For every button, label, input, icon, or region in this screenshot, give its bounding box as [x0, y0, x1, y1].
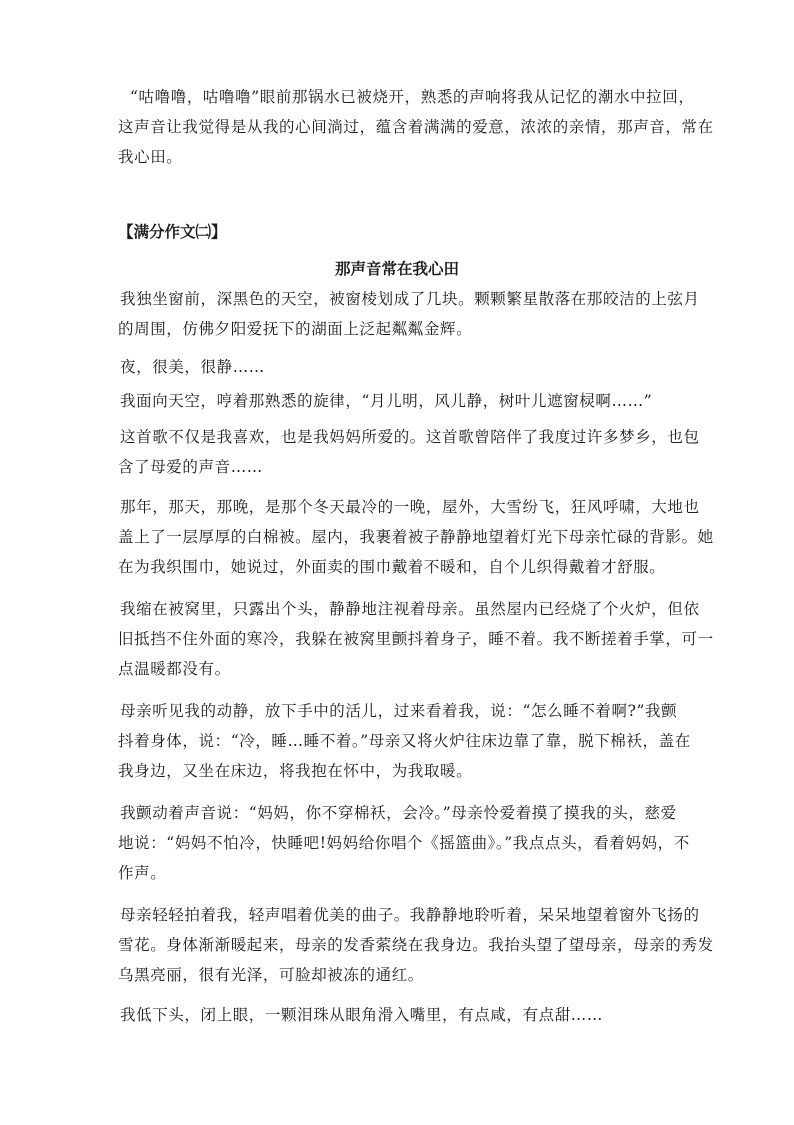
paragraph-line: 那年，那天，那晚，是那个冬天最冷的一晚，屋外，大雪纷飞，狂风呼啸，大地也 [120, 498, 700, 516]
paragraph-7 [118, 696, 698, 786]
paragraph-line: 点温暖都没有。 [118, 660, 231, 678]
paragraph-line: 我缩在被窝里，只露出个头，静静地注视着母亲。虽然屋内已经烧了个火炉，但依 [120, 600, 700, 618]
paragraph-line: 作声。 [118, 864, 167, 882]
paragraph-line: 的周围，仿佛夕阳爱抚下的湖面上泛起粼粼金辉。 [118, 320, 473, 338]
intro-line-2: 这声音让我觉得是从我的心间淌过，蕴含着满满的爱意，浓浓的亲情，那声音，常在 [118, 118, 714, 136]
paragraph-line: 母亲轻轻拍着我，轻声唱着优美的曲子。我静静地聆听着，呆呆地望着窗外飞扬的 [120, 906, 700, 924]
paragraph-line: 我面向天空，哼着那熟悉的旋律，“月儿明，风儿静，树叶儿遮窗棂啊……” [120, 392, 653, 410]
paragraph-line: 我身边，又坐在床边，将我抱在怀中，为我取暖。 [118, 762, 473, 780]
paragraph-8 [118, 798, 698, 888]
paragraph-line: 母亲听见我的动静，放下手中的活儿，过来看着我，说：“怎么睡不着啊?”我颤 [120, 702, 678, 720]
paragraph-9 [118, 900, 714, 990]
paragraph-line: 雪花。身体渐渐暖起来，母亲的发香萦绕在我身边。我抬头望了望母亲，母亲的秀发 [118, 936, 714, 954]
paragraph-line: 抖着身体，说：“冷，睡…睡不着。”母亲又将火炉往床边靠了靠，脱下棉袄，盖在 [118, 732, 691, 750]
paragraph-line: 旧抵挡不住外面的寒冷，我躲在被窝里颤抖着身子，睡不着。我不断搓着手掌，可一 [118, 630, 714, 648]
paragraph-3 [118, 386, 698, 416]
paragraph-10 [118, 1000, 698, 1030]
section-label: 【满分作文㈡】 [118, 223, 227, 241]
paragraph-line: 夜，很美，很静…… [120, 358, 265, 376]
paragraph-line: 我独坐窗前，深黑色的天空，被窗棱划成了几块。颗颗繁星散落在那皎洁的上弦月 [120, 290, 700, 308]
paragraph-2 [118, 352, 698, 382]
essay-title: 那声音常在我心田 [334, 260, 459, 278]
paragraph-line: 地说：“妈妈不怕冷，快睡吧!妈妈给你唱个《摇篮曲》。”我点点头，看着妈妈，不 [118, 834, 690, 852]
paragraph-line: 盖上了一层厚厚的白棉被。屋内，我裹着被子静静地望着灯光下母亲忙碌的背影。她 [118, 528, 714, 546]
intro-line-1: “咕噜噜，咕噜噜”眼前那锅水已被烧开，熟悉的声响将我从记忆的潮水中拉回， [130, 88, 695, 106]
paragraph-line: 我低下头，闭上眼，一颗泪珠从眼角滑入嘴里，有点咸，有点甜…… [120, 1006, 604, 1024]
paragraph-1 [118, 284, 698, 344]
paragraph-line: 含了母爱的声音…… [118, 458, 263, 476]
paragraph-line: 这首歌不仅是我喜欢，也是我妈妈所爱的。这首歌曾陪伴了我度过许多梦乡，也包 [120, 428, 700, 446]
paragraph-4 [118, 422, 698, 482]
paragraph-5 [118, 492, 714, 582]
intro-line-3: 我心田。 [118, 148, 183, 166]
intro-paragraph [118, 82, 714, 172]
paragraph-line: 乌黑亮丽，很有光泽，可脸却被冻的通红。 [118, 966, 424, 984]
paragraph-line: 在为我织围巾，她说过，外面卖的围巾戴着不暖和，自个儿织得戴着才舒服。 [118, 558, 666, 576]
paragraph-6 [118, 594, 714, 684]
paragraph-line: 我颤动着声音说：“妈妈，你不穿棉袄，会冷。”母亲怜爱着摸了摸我的头，慈爱 [120, 804, 677, 822]
